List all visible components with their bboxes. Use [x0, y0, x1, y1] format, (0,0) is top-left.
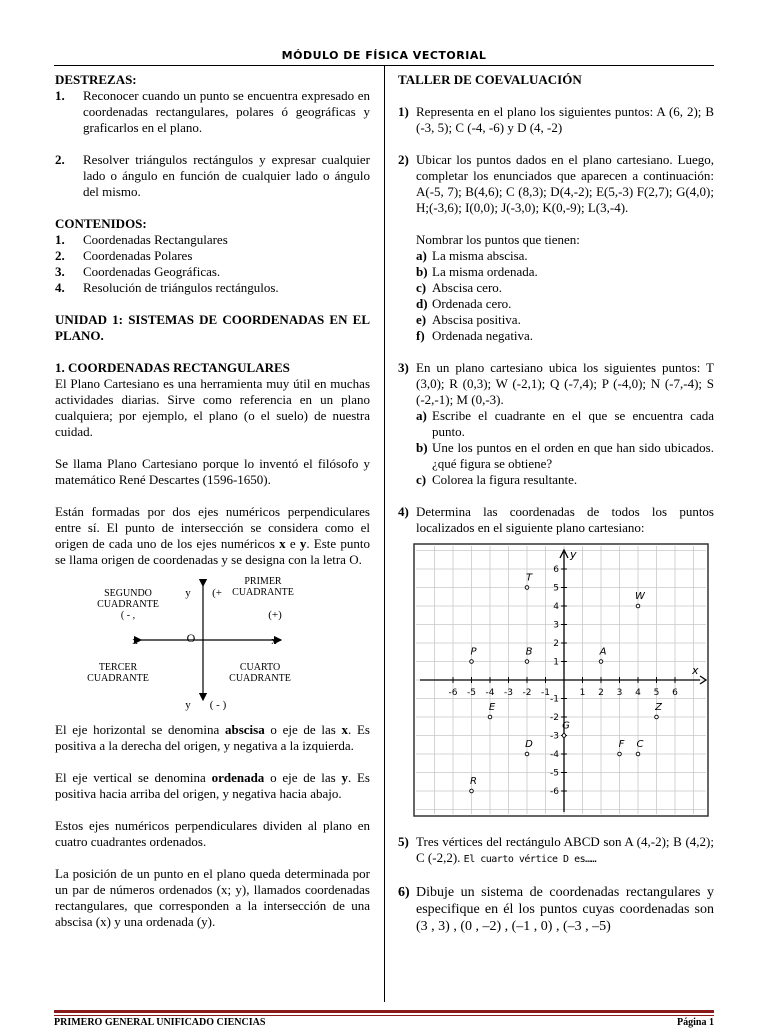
point-label-A: A [599, 646, 607, 658]
q2-intro: Nombrar los puntos que tienen: [416, 232, 580, 247]
column-divider [384, 66, 385, 1002]
contenido-item: 3. Coordenadas Geográficas. [55, 264, 221, 279]
point-label-Z: Z [655, 702, 662, 713]
y-bottom-sign: ( - ) [209, 699, 227, 711]
question-1: 1) Representa en el plano los siguientes puntos: A (6, 2); B (-3, 5); C (-4, -6) y D (4, -2) [398, 104, 714, 135]
destrezas-title: DESTREZAS: [55, 72, 137, 87]
point-B [525, 660, 529, 664]
contenidos-title: CONTENIDOS: [55, 216, 147, 231]
unidad-title: UNIDAD 1: SISTEMAS DE COORDENADAS EN EL PLANO. [55, 312, 370, 343]
x-tick-label: 6 [672, 688, 678, 698]
q2-item: a) La misma abscisa. [416, 248, 528, 263]
x-tick-label: -4 [485, 688, 495, 698]
y-bottom-label: y [185, 699, 191, 711]
footer-right: Página 1 [677, 1017, 714, 1028]
point-G [562, 734, 566, 738]
point-label-P: P [470, 646, 477, 658]
q2-item: e) Abscisa positiva. [416, 312, 521, 327]
x-tick-label: -6 [448, 688, 458, 698]
x-axis-label: x [692, 664, 699, 677]
y-top-label: y [185, 587, 191, 599]
y-tick-label: -5 [550, 768, 559, 779]
point-D [525, 752, 529, 756]
q1-sign: (+) [268, 609, 282, 621]
point-F [618, 752, 622, 756]
point-P [470, 660, 474, 664]
y-tick-label: 1 [553, 657, 559, 668]
x-tick-label: -5 [467, 688, 476, 698]
page-header: MÓDULO DE FÍSICA VECTORIAL [281, 49, 487, 62]
question-3: 3) En un plano cartesiano ubica los siguientes puntos: T (3,0); R (0,3); W (-2,1); Q (-7,4); P (-4,0); N (-7,-4); S (-2,-1); M (0,-3). [398, 360, 714, 407]
point-label-B: B [525, 646, 533, 658]
point-label-G: G [562, 720, 570, 732]
paragraph: El eje vertical se denomina ordenada o eje de las y. Es positiva hacia arriba del origen, y negativa hacia abajo. [55, 770, 370, 801]
point-R [470, 789, 474, 793]
point-label-C: C [636, 739, 644, 750]
point-label-F: F [618, 739, 625, 750]
point-C [636, 752, 640, 756]
q2-item: f) Ordenada negativa. [416, 328, 534, 343]
y-tick-label: -3 [550, 731, 559, 742]
point-label-D: D [525, 739, 533, 750]
point-label-W: W [635, 591, 645, 602]
y-tick-label: 4 [553, 602, 559, 612]
q2-item: b) La misma ordenada. [416, 264, 538, 279]
y-tick-label: -2 [550, 713, 559, 723]
question-5: 5) Tres vértices del rectángulo ABCD son A (4,-2); B (4,2); C (-2,2). El cuarto vértice D es…… [398, 834, 714, 865]
y-tick-label: 3 [553, 620, 559, 631]
q3-item: b) Une los puntos en el orden en que han sido ubicados. ¿qué figura se obtiene? [416, 440, 714, 471]
x-tick-label: 2 [598, 688, 604, 698]
x-tick-label: -1 [541, 688, 550, 698]
paragraph: Se llama Plano Cartesiano porque lo inventó el filósofo y matemático René Descartes (1596-1650). [55, 456, 370, 487]
x-right-label: x [271, 635, 277, 647]
point-label-T: T [525, 572, 533, 584]
y-tick-label: 6 [553, 565, 559, 575]
point-label-R: R [470, 776, 477, 787]
q2-label: SEGUNDO CUADRANTE ( - , [97, 588, 159, 621]
footer-bar [54, 1010, 714, 1013]
x-left-label: x [132, 635, 138, 647]
footer-bar-thin [54, 1015, 714, 1016]
y-tick-label: -6 [550, 787, 559, 797]
quadrant-diagram [55, 576, 370, 716]
contenido-item: 4. Resolución de triángulos rectángulos. [55, 280, 279, 295]
x-tick-label: -3 [504, 688, 513, 698]
q4-label: CUARTO CUADRANTE [229, 662, 291, 684]
y-tick-label: -1 [550, 694, 559, 705]
paragraph: La posición de un punto en el plano queda determinada por un par de números ordenados (x; y), llamados coordenadas rectangulares, que corresponden a la intersección de una abscisa (x) y una ordenada (y). [55, 866, 370, 929]
point-A [599, 660, 603, 664]
contenido-item: 1. Coordenadas Rectangulares [55, 232, 228, 247]
y-tick-label: -4 [550, 750, 559, 760]
point-T [525, 586, 529, 590]
x-tick-label: 3 [616, 688, 623, 698]
y-axis-label: y [570, 548, 577, 561]
destreza-item: 2. Resolver triángulos rectángulos y expresar cualquier lado o ángulo en función de cualquier lado o ángulo del mismo. [55, 152, 370, 199]
y-top-sign: (+ [212, 587, 222, 599]
question-4: 4) Determina las coordenadas de todos los puntos localizados en el siguiente plano cartesiano: [398, 504, 714, 535]
x-tick-label: -2 [522, 688, 532, 698]
paragraph: Estos ejes numéricos perpendiculares dividen al plano en cuatro cuadrantes ordenados. [55, 818, 370, 849]
x-tick-label: 5 [653, 688, 660, 698]
left-column [55, 72, 370, 930]
contenido-item: 2. Coordenadas Polares [55, 248, 193, 263]
paragraph: El eje horizontal se denomina abscisa o eje de las x. Es positiva a la derecha del origen, y negativa a la izquierda. [55, 722, 370, 753]
paragraph: Están formadas por dos ejes numéricos perpendiculares entre sí. El punto de intersección se considera como el origen de cada uno de los ejes numéricos x e y. Este punto se llama origen de coordenadas y se designa con la letra O. [55, 504, 370, 567]
right-column [398, 72, 714, 935]
paragraph: El Plano Cartesiano es una herramienta muy útil en muchas actividades diarias. Sirve como referencia en un plano cualquiera; por ejemplo, el plano (o el suelo) de nuestra cuidad. [55, 376, 370, 439]
y-tick-label: 5 [553, 583, 559, 594]
q2-item: c) Abscisa cero. [416, 280, 503, 295]
question-6: 6) Dibuje un sistema de coordenadas rectangulares y especifique en él los puntos cuyas coordenadas son (3 , 3) , (0 , –2) , (–1 , 0) , (–3 , –5) [398, 885, 714, 934]
point-E [488, 715, 492, 719]
destreza-item: 1. Reconocer cuando un punto se encuentra expresado en coordenadas rectangulares, polares ó geográficas y graficarlos en el plano. [55, 88, 370, 135]
cartesian-chart-svg [412, 542, 710, 818]
x-tick-label: 1 [579, 688, 586, 698]
point-label-E: E [488, 702, 496, 713]
point-Z [655, 715, 659, 719]
q2-item: d) Ordenada cero. [416, 296, 512, 311]
point-W [636, 604, 640, 608]
q3-label: TERCER CUADRANTE [87, 662, 149, 684]
taller-title: TALLER DE COEVALUACIÓN [398, 72, 582, 87]
cartesian-chart [412, 542, 710, 818]
question-2: 2) Ubicar los puntos dados en el plano cartesiano. Luego, completar los enunciados que aparecen a continuación: A(-5, 7); B(4,6); C (8,3); D(4,-2); E(5,-3) F(2,7); G(4,0); H;(-3,6); I(0,0); J(-3,0); K(0,-9); L(3,-4). [398, 152, 714, 215]
q3-item: c) Colorea la figura resultante. [416, 472, 578, 487]
coordenadas-title: 1. COORDENADAS RECTANGULARES [55, 360, 290, 375]
x-tick-label: 4 [635, 688, 641, 698]
q3-item: a) Escribe el cuadrante en el que se encuentra cada punto. [416, 408, 714, 439]
q1-label: PRIMER CUADRANTE [232, 576, 294, 598]
footer-left: PRIMERO GENERAL UNIFICADO CIENCIAS [54, 1017, 266, 1028]
origin-label: O [186, 631, 196, 645]
y-tick-label: 2 [553, 639, 559, 649]
